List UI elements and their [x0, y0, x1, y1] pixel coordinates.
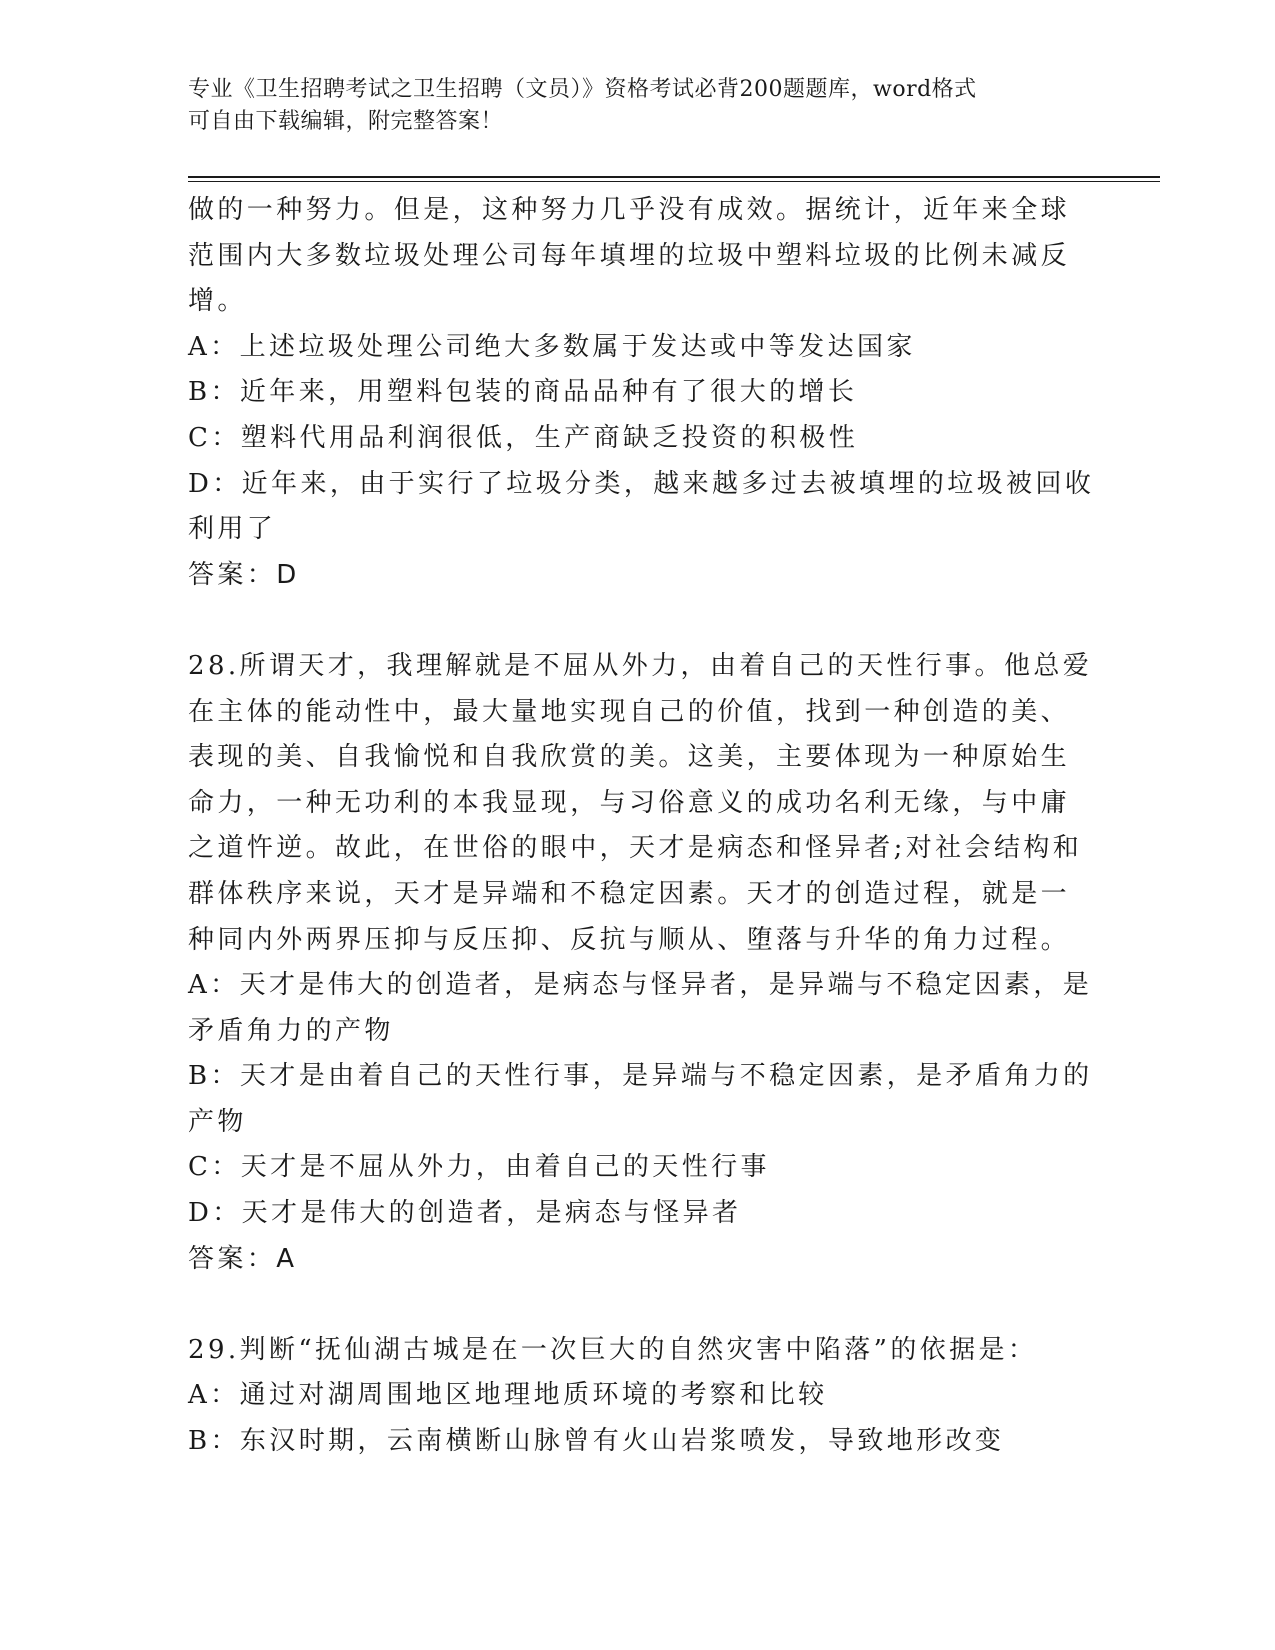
question-stem-line: 种同内外两界压抑与反压抑、反抗与顺从、堕落与升华的角力过程。: [188, 924, 1071, 955]
question-stem: 29.判断“抚仙湖古城是在一次巨大的自然灾害中陷落”的依据是：: [188, 1334, 1038, 1365]
spacer: [188, 598, 1088, 644]
answer-label: 答案：A: [188, 1243, 298, 1274]
header-rule-thin: [188, 181, 1160, 182]
option-d-line: D：近年来，由于实行了垃圾分类，越来越多过去被填埋的垃圾被回收: [188, 468, 1095, 499]
option-c: C：塑料代用品利润很低，生产商缺乏投资的积极性: [188, 422, 859, 453]
question-29: [188, 1328, 1088, 1465]
option-c: C：天才是不屈从外力，由着自己的天性行事: [188, 1152, 770, 1183]
option-d-line: 利用了: [188, 514, 277, 545]
option-b-line: B：天才是由着自己的天性行事，是异端与不稳定因素，是矛盾角力的: [188, 1061, 1093, 1092]
question-28: [188, 644, 1093, 1282]
header-title-line-1: 专业《卫生招聘考试之卫生招聘（文员）》资格考试必背200题题库，word格式: [188, 77, 977, 102]
header-rule-thick: [188, 176, 1160, 178]
option-b-line: 产物: [188, 1106, 247, 1137]
option-a-line: A：天才是伟大的创造者，是病态与怪异者，是异端与不稳定因素，是: [188, 970, 1093, 1001]
question-stem-line: 命力，一种无功利的本我显现，与习俗意义的成功名利无缘，与中庸: [188, 787, 1071, 818]
answer-label: 答案：D: [188, 559, 300, 590]
document-body: [188, 188, 1095, 1465]
option-a: A：通过对湖周围地区地理地质环境的考察和比较: [188, 1380, 828, 1411]
option-b: B：近年来，用塑料包装的商品品种有了很大的增长: [188, 377, 858, 408]
header-title-line-2: 可自由下载编辑，附完整答案！: [188, 109, 504, 134]
question-stem-line: 之道忤逆。故此，在世俗的眼中，天才是病态和怪异者;对社会结构和: [188, 833, 1083, 864]
option-a: A：上述垃圾处理公司绝大多数属于发达或中等发达国家: [188, 331, 916, 362]
spacer: [188, 1282, 1088, 1328]
question-stem-line: 范围内大多数垃圾处理公司每年填埋的垃圾中塑料垃圾的比例未减反: [188, 240, 1071, 271]
question-27: [188, 188, 1095, 598]
question-stem-line: 群体秩序来说，天才是异端和不稳定因素。天才的创造过程，就是一: [188, 878, 1071, 909]
option-b: B：东汉时期，云南横断山脉曾有火山岩浆喷发，导致地形改变: [188, 1426, 1005, 1457]
option-d: D：天才是伟大的创造者，是病态与怪异者: [188, 1198, 742, 1229]
question-stem-line: 表现的美、自我愉悦和自我欣赏的美。这美，主要体现为一种原始生: [188, 742, 1071, 773]
option-a-line: 矛盾角力的产物: [188, 1015, 394, 1046]
question-stem-line: 增。: [188, 286, 247, 317]
page-header: [188, 74, 1068, 138]
question-stem-line: 在主体的能动性中，最大量地实现自己的价值，找到一种创造的美、: [188, 696, 1071, 727]
question-stem-line: 做的一种努力。但是，这种努力几乎没有成效。据统计，近年来全球: [188, 195, 1071, 225]
question-stem-line: 28.所谓天才，我理解就是不屈从外力，由着自己的天性行事。他总爱: [188, 650, 1093, 681]
